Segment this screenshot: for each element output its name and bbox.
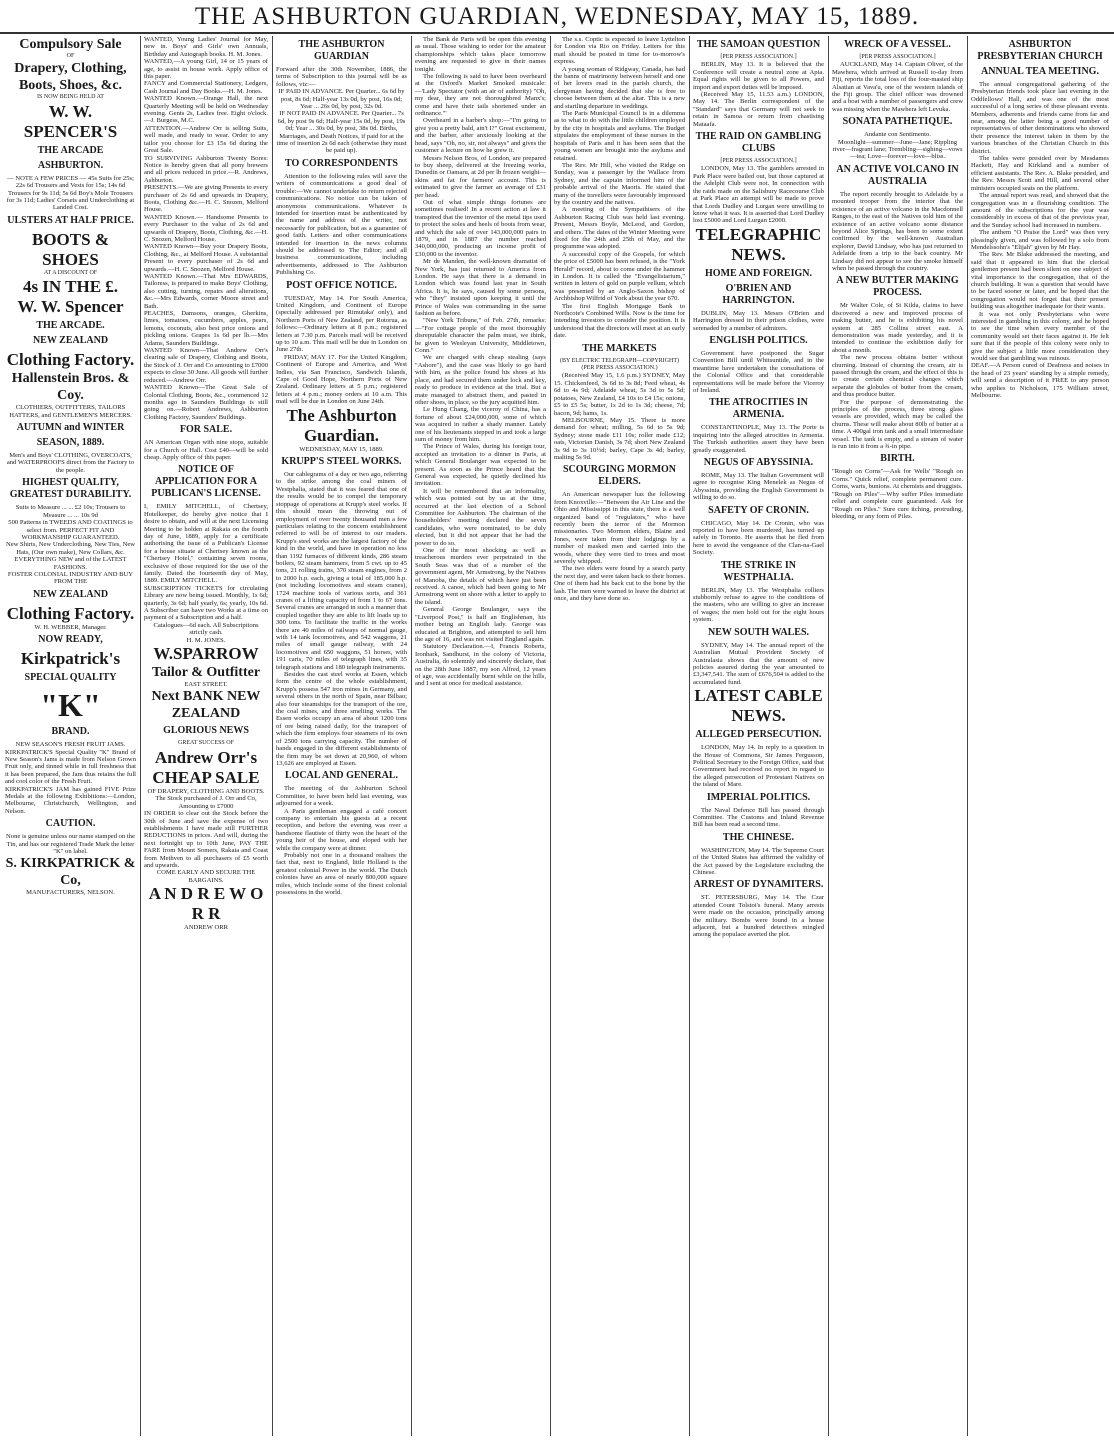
section-heading: THE MARKETS: [582, 342, 657, 354]
text-block: FRIDAY, MAY 17. For the United Kingdom, Continent of Europe and America, and West Indies, via San Francisco, Sandwich Islands, Cape of Good Hope, Northern Ports of New Zealand. Ordinary letters at 5 p.m.; registered letters at 4 p.m.; money orders at 10 a.m. This mail will be due in London on June 24th.: [276, 353, 407, 406]
text-block: Besides the cast steel works at Essen, which form the centre of the whole establishment, Krupp's possess 547 iron mines in Germany, and several others in the north of Spain, near Bilbao; also four steamships for the transport of the ore, the coal mines, and three smelting works. The Essen works occupy an area of about 1200 tons of ore being raised daily, for the transport of which the firm employs four steamers of its own of 2500 tons carrying capacity. The number of hands engaged in the different establishments of the firm may be set down at 20,960, of whom 13,626 are employed at Essen.: [276, 671, 407, 767]
text-block: IF NOT PAID IN ADVANCE. Per Quarter... 7s 6d, by post 9s 6d; Half-year 15s 0d, by post, 19s 0d; Year ... 30s 0d, by post, 38s 0d. Births, Marriages, and Death Notices, if paid for at the time of insertion 2s 6d each (otherwise they must be paid up).: [276, 110, 407, 155]
text-block: WEDNESDAY, MAY 15, 1889.: [299, 445, 384, 453]
text-block: The report recently brought to Adelaide by a mounted trooper from the interior that the existence of an active volcano in the Macdonnell Ranges, to the east of the Natives told him of the existence of an active volcano some distance beyond Alice Springs, has been to some extent confirmed by the well-known Australian explorer, David Lindsay, who has just returned to Adelaide from a trip to the back country. Mr Lindsay did not appear to see the smoke himself when he passed through the country.: [832, 190, 963, 272]
text-block: The annual congregational gathering of the Presbyterian friends took place last evening in the Oddfellows' Hall, and was one of the most successful of a long series of these pleasant events. Members, adherents and friends came from far and near, among the latter being a good number of representatives of other denominations who showed their presence the interest taken in them by the various branches of the Christian Church in this district.: [971, 81, 1109, 155]
text-block: We are charged with cheap stealing (says "Ashore"), and the case was likely to go hard with him, as the police found his shoes at his place, and had secured them under lock and key, ready to produce in evidence at the trial. But a mate managed to abstract them, and pasted in other shoes, in place, so the jury acquitted him.: [415, 354, 546, 406]
section-heading: "K": [40, 687, 101, 724]
section-heading: Clothing Factory.: [6, 350, 135, 370]
section-heading: NEW SOUTH WALES.: [707, 626, 810, 638]
text-block: H. M. JONES.: [186, 636, 226, 644]
column-8-presbyterian-church: [968, 36, 1112, 1436]
text-block: EAST STREET.: [184, 681, 228, 689]
section-heading: ENGLISH POLITICS.: [709, 334, 808, 346]
text-block: [PER PRESS ASSOCIATION.]: [720, 54, 797, 60]
section-heading: Next BANK NEW ZEALAND: [151, 689, 261, 722]
text-block: WANTED Known.— Handsome Presents to every Purchaser to the value of 2s 6d and upwards of Drapery, Boots, Clothing, &c.—H. C. Snozen, Melford House.: [144, 213, 268, 243]
text-block: "Rough on Piles"—Why suffer Piles immediate relief and complete cure guaranteed. Ask for "Rough on Piles." Sure cure itching, protruding, bleeding, or any form of Piles.: [832, 490, 963, 520]
text-block: An American newspaper has the following from Knoxville:—"Between the Air Line and the Ohio and Mississippi in this state, there is a well organized band of "regulators," who have recently been the terror of the Mormon missionaries. Two Mormon elders, Blaine and Jones, were taken from their lodgings by a number of masked men and carried into the woods, where they were tied to trees and most severely whipped.: [554, 491, 685, 565]
text-block: AUCKLAND, May 14. Captain Oliver, of the Mawhera, which arrived at Russell to-day from Fiji, reports the total loss of the four-masted ship Alsatian at Vava'u, one of the western islands of the Fiji group. The chief officer was drowned and a boat with a number of passengers and crew was missing when the Mawhera left Levuka.: [832, 61, 963, 113]
text-block: OF DRAPERY, CLOTHING AND BOOTS.: [147, 787, 265, 795]
section-heading: NOTICE OF APPLICATION FOR A PUBLICAN'S LICENSE.: [151, 464, 261, 500]
section-heading: ARREST OF DYNAMITERS.: [693, 879, 824, 891]
text-block: SYDNEY, May 14. The annual report of the Australian Mutual Provident Society of Australasia shows that the amount of new policies assured during the year amounted to £3,347,541. The sum of £676,504 is added to the accumulated fund.: [693, 641, 824, 686]
text-block: The anthem "O Praise the Lord" was then very pleasingly given, and was followed by a solo from Mendelssohn's "Elijah" given by Mr Hay.: [971, 229, 1109, 251]
text-block: Attention to the following rules will save the writers of communications a good deal of trouble:—We cannot undertake to return rejected communications. No notice can be taken of anonymous communications. Whatever is intended for insertion must be authenticated by the name and address of the writer, not necessarily for publication, but as a guarantee of good faith. Letters and other communications intended for insertion in the news columns should be addressed to The Editor; and all business communications, including advertisements, addressed to The Ashburton Publishing Co.: [276, 172, 407, 277]
section-heading: Boots, Shoes, &c.: [18, 78, 123, 94]
text-block: EVERYTHING NEW and of the LATEST FASHIONS.: [14, 556, 127, 571]
text-block: COME EARLY AND SECURE THE BARGAINS.: [156, 869, 256, 884]
text-block: The Stock purchased of J. Orr and Co, Amounting to £7000: [155, 795, 257, 810]
section-heading: ANNUAL TEA MEETING.: [981, 66, 1099, 77]
section-heading: THE CHINESE.: [722, 831, 795, 843]
text-block: DEAF.—A Person cured of Deafness and noises in the head of 23 years' standing by a simple remedy, will send a description of it FREE to any person who applies to Nicholson, 175 William street, Melbourne.: [971, 362, 1109, 400]
text-block: Le Hung Chang, the viceroy of China, has a fortune of about £24,000,000, some of which was acquired in rather a shady manner. Lately one of his lieutenants stepped in and took a large sum of money from him.: [415, 406, 546, 443]
text-block: (Received May 15, 11.53 a.m.) LONDON, May 14. The Berlin correspondent of the "Standard" says that Germany will not seek to retain in Samoa or return from chastising Mataafa.: [693, 91, 824, 128]
text-block: WANTED Known—The Great Sale of Colonial Clothing, Boots, &c., commenced 12 months ago in Saunders Buildings is still going on.—Robert Andrews, Ashburton Clothing Factory, Saunders' Buildings.: [144, 384, 268, 421]
section-heading: Andrew Orr's: [154, 747, 258, 767]
text-block: Catalogues—6d each. All Subscriptions strictly cash.: [153, 621, 259, 637]
text-block: Statutory Declaration.—I, Francis Roberts, Ironbark, Sandhurst, in the colony of Victoria, Australia, do solemnly and sincerely declare, that on the 28th June 1887, my son Alfred, 12 years of age, was accidentally burnt while on the hills, and I sent at once for medical assistance.: [415, 643, 546, 688]
column-3-editorial: [273, 36, 410, 1436]
section-heading: The Ashburton Guardian.: [286, 405, 397, 445]
text-block: It was not only Presbyterians who were interested in gambling in this colony, and he hoped to see the time when every member of the community would set their faces against it. He felt sure that if the people of this colony were only to give the subject a little more consideration they would see that gambling was ruinous.: [971, 310, 1109, 363]
text-block: The Rev. Mr Hill, who visited the Ridge on Sunday, was a passenger by the Wallace from Sydney, and the captain informed him of the probable arrival of the Maoris. He stated that many of the travellers were favourably impressed by the country and the natives.: [554, 161, 685, 206]
text-block: [PER PRESS ASSOCIATION.]: [859, 54, 936, 60]
section-heading: BOOTS & SHOES: [32, 229, 109, 269]
text-block: AT A DISCOUNT OF: [43, 269, 98, 276]
section-heading: ULSTERS AT HALF PRICE.: [7, 214, 134, 226]
section-heading: AN ACTIVE VOLCANO IN AUSTRALIA: [836, 163, 959, 187]
text-block: The Paris Municipal Council is in a dilemma as to what to do with the little children employed by the city in hospitals and asylums. The Budget stipulates the employment of these nurses in the hospitals of Paris and it has been seen that the young women are brought into the asylums and retained.: [554, 110, 685, 162]
text-block: DUBLIN, May 13. Messrs O'Brien and Harrington dressed in their prison clothes, were serenaded by a number of admirers.: [693, 309, 824, 332]
text-block: The two elders were found by a search party the next day, and were taken back to their homes. One of them had his back cut to the bone by the lash. The men were warned to leave the district at once, and they have done so.: [554, 565, 685, 603]
text-block: IN ORDER to clear out the Stock before the 30th of June and save the expense of two establishments I have made still FURTHER REDUCTIONS in prices. And will, during the next fortnight up to 10th June, PAY THE FARE from Mount Somers, Rakaia and Coast from Methven to all purchasers of £5 worth and upwards.: [144, 810, 268, 869]
text-block: A meeting of the Sympathisers of the Ashburton Racing Club was held last evening. Present, Messrs Boyle, McLeod, and Gordon, and others. The dates of the Winter Meeting were fixed for the 24th and 25th of May, and the programme was adopted.: [554, 206, 685, 251]
text-block: TUESDAY, May 14. For South America, United Kingdom, and Continent of Europe (specially addressed per Rimutaka' only), and Northern Ports of New Zealand, per Rotorua, as follows:—Ordinary letters at 8 p.m.; registered letters at 7.30 p.m. Parcels mail will be received up to 10 a.m. This mail will be due in London on June 27th.: [276, 294, 407, 354]
text-block: PEACHES, Damsons, oranges, Gherkins, limes, tomatoes, cucumbers, apples, pears, lemons, coconuts, also best price onions and pickling onions. Grapes 1s 6d per lb.—Mrs Adams, Saunders Buildings.: [144, 310, 268, 347]
text-block: One of the most shocking as well as treacherous murders ever perpetrated in the South Seas was that of a number of the government agent, Mr Armstrong, by the Natives of Manoba, the details of which have just been received. A canoe, which had been going to Mr Armstrong went on shore with a letter to apply to the island.: [415, 547, 546, 606]
text-block: NEW SEASON'S FRESH FRUIT JAMS.: [15, 741, 126, 749]
text-block: ATTENTION.—Andrew Orr is selling Suits, well made, and ready to wear. Order to any tailor you choose for £3 15s 6d during the Great Sale.: [144, 124, 268, 155]
text-block: AN American Organ with nine stops, suitable for a Church or Hall. Cost £40—will be sold cheap. Apply office of this paper.: [144, 439, 268, 461]
text-block: WASHINGTON, May 14. The Supreme Court of the United States has affirmed the validity of the Act passed by the Legislature excluding the Chinese.: [693, 846, 824, 876]
text-block: The meeting of the Ashburton School Committee, to have been held last evening, was adjourned for a week.: [276, 785, 407, 808]
text-block: The tables were presided over by Mesdames Hackett, Hay and Kirkland and a number of efficient assistants. The Rev. A. Blake presided, and the Rev. Messrs Scott and Hill, and several other ministers occupied seats on the platform.: [971, 155, 1109, 192]
text-block: Mr de Manden, the well-known dramatist of New York, has just returned to America from London. He says that there is a demand in London which was found last year in South Africa. It is, he says, caused by some persons, who "they" insisted upon keeping it until the Prince of Wales was commanding in the same fashion as before.: [415, 258, 546, 318]
section-heading: ASHBURTON.: [37, 159, 104, 171]
text-block: IS NOW BEING HELD AT: [37, 94, 104, 101]
text-block: Our cablegrams of a day or two ago, referring to the strike among the coal miners of Westphalia, stated that it was feared that one of the results would be to compel the temporary stoppage of operations at Krupp's steel works. If this should mean the throwing out of employment of over twenty thousand men a few particulars relating to the concern establishment referred to will be of interest to our readers. Krupp's steel works are the largest factory of the kind in the world, and have in operation no less than 1192 furnaces of different kinds, 286 steam boilers, 92 steam hammers, from 5 cwt. up to 45 tons, 21 rolling trains, 370 steam engines, from 2 to 2000 h.p. each, giving a total of 185,000 h.p. (not including locomotives and steam cranes), 1724 machine tools of various sorts, and 361 cranes of a lifting capacity of from 1 to 67 tons. Several cranes are arranged in such a manner that coupled together they are able to lift loads up to 300 tons. To facilitate the traffic in the works there are 40 miles of railways of normal gauge, with 14 tank locomotives, and 542 waggons, 21 miles of small gauge railway, with 24 locomotives and 650 waggons, 51 horses, with 191 carts, 70 miles of telegraph lines, with 35 telegraph stations and 180 telegraph instruments.: [276, 471, 407, 671]
section-heading: NEGUS OF ABYSSINIA.: [703, 457, 814, 468]
section-heading: O'BRIEN AND HARRINGTON.: [722, 282, 795, 306]
text-block: Overheard in a barber's shop:—"I'm going to give you a pretty bald, ain't I?" Great excitement, and the barber, after anxiously looking at the head, says "Oh, no, sir, not always" and gives the customer a lecture on how he grew it.: [415, 117, 546, 155]
section-heading: LOCAL AND GENERAL.: [284, 770, 399, 782]
text-block: The Prince of Wales, during his foreign tour, accepted an invitation to a dinner in Paris, at which General Boulanger was expected to be present. As soon as the Prince heard that the General was expected, he quietly declined his invitation.: [415, 443, 546, 488]
section-heading: Kirkpatrick's: [20, 649, 121, 669]
section-heading: Clothing Factory.: [6, 603, 135, 623]
text-block: None is genuine unless our name stamped on the Tin, and has our registered Trade Mark the letter "K" on label.: [6, 833, 135, 856]
text-block: WANTED Known.—Orange Hall, the next Quarterly Meeting will be held on Wednesday evening. Gents 2s, Ladies free. Eight o'clock.—J. Burgess, M.C.: [144, 95, 268, 125]
section-heading: CAUTION.: [45, 818, 96, 830]
section-heading: Drapery, Clothing,: [14, 61, 127, 77]
text-block: MELBOURNE, May 15. There is more demand for wheat; milling, 5s 6d to 5s 9d; Sydney; stone made £11 10s; roller made £12; oats, Victorian Danish, 3s 7d; short New Zealand 3s 9d to 3s 10½d; barley, Cape 3s 4d; barley, malting 5s 9d.: [554, 416, 685, 461]
section-heading: LATEST CABLE NEWS.: [694, 686, 823, 726]
text-block: WANTED Known.—That Mrs EDWARDS, Tailoress, is prepared to make Boys' Clothing, also cutting, turning, repairs and alterations, &c.—Mrs Edwards, corner Moore street and Bath.: [144, 273, 268, 310]
text-block: A Paris gentleman engaged a café concert company to entertain his guests at a recent reception, and before the evening was over a handsome flautiste of thirty won the heart of the young heir of the house, and eloped with her while the company were at dinner.: [276, 807, 407, 852]
text-block: W. H. WEBBER, Manager.: [34, 623, 107, 631]
section-heading: 4s IN THE £.: [22, 277, 119, 297]
text-block: FANCY and Commercial Stationery, Ledgers, Cash Journal and Day Books.—H. M. Jones.: [144, 80, 268, 95]
section-heading: HOME AND FOREIGN.: [705, 267, 812, 279]
section-heading: Compulsory Sale: [19, 37, 122, 52]
text-block: IF PAID IN ADVANCE. Per Quarter... 6s 6d by post, 8s 6d; Half-year 13s 0d, by post, 16s 0d; Year ... 26s 0d, by post, 32s 0d.: [278, 88, 405, 111]
text-block: ANDREW ORR: [183, 924, 229, 932]
section-heading: AUTUMN and WINTER: [16, 422, 125, 434]
section-heading: W. W. SPENCER'S: [23, 101, 118, 141]
text-block: "Rough on Corns"—Ask for Wells' "Rough on Corns." Quick relief, complete permanent cure. Corns, warts, bunions. At chemists and druggists.: [832, 468, 963, 491]
section-heading: THE ARCADE: [37, 144, 104, 156]
text-block: The s.s. Coptic is expected to leave Lyttelton for London via Rio on Friday. Letters for this mail should be posted in time for to-morrow's express.: [554, 36, 685, 66]
section-heading: NEW ZEALAND: [32, 335, 109, 347]
text-block: WANTED, Young Ladies' Journal for May, new in. Boys' and Girls' own Annuals, Birthday and Autograph books. H. M. Jones.: [144, 36, 268, 58]
text-block: [PER PRESS ASSOCIATION.]: [720, 158, 797, 165]
section-heading: W. W. Spencer: [17, 297, 124, 317]
text-block: I, EMILY MITCHELL, of Chertsey, Hotelkeeper, do hereby give notice that I desire to obtain, and will at the next Licensing Meeting to be holden at Rakaia on the fourth day of June, 1889, apply for a certificate authorising the issue of a Publican's License for a house situate at Chertsey known as the "Chertsey Hotel," containing seven rooms, exclusive of those required for the use of the family. Dated the fourteenth day of May, 1889. EMILY MITCHELL.: [144, 503, 268, 585]
section-heading: SEASON, 1889.: [36, 437, 105, 449]
text-block: Andante con Sentimento.: [864, 131, 931, 139]
text-block: Forward after the 30th November, 1886, the terms of Subscription to this journal will be as follows, viz:—: [276, 66, 407, 88]
text-block: Probably not one in a thousand realises the fact that, next to England, little Holland is the greatest colonial Power in the world. The Dutch colonies have an area of nearly 800,000 square miles, which include some of the finest colonial possessions in the world.: [276, 851, 407, 896]
text-block: BERLIN, May 13. It is believed that the Conference will create a neutral zone at Apia. Equal rights will be given to all Powers, and import and export duties will be imposed.: [693, 61, 824, 91]
column-6-telegraphic-news: [690, 36, 827, 1436]
section-heading: A NEW BUTTER MAKING PROCESS.: [836, 275, 959, 299]
text-block: WANTED Known—That Andrew Orr's clearing sale of Drapery, Clothing and Boots, the Stock of J. Orr and Co amounting to £7000 expects to close 30 June. All goods will further reduced.—Andrew Orr.: [144, 347, 268, 384]
text-block: ST. PETERSBURG, May 14. The Czar attended Count Tolstoi's funeral. Many arrests were made on the occasion, principally among the military. Bombs were found in a house adjacent, but a hundred detectives mingled among the populace averted the plot.: [693, 894, 824, 939]
text-block: Out of what simple things fortunes are sometimes realised! In a recent action at law it transpired that the inventor of the metal tips used to protect the soles and heels of boots from wear, and which the sale of over 143,000,000 pairs in 1879, and in 1887 the number reached 340,000,000, producing an income profit of £30,000 to the inventor.: [415, 198, 546, 258]
text-block: The Naval Defence Bill has passed through Committee. The Customs and Inland Revenue Bill has been read a second time.: [693, 806, 824, 829]
section-heading: HIGHEST QUALITY, GREATEST DURABILITY.: [9, 477, 132, 501]
section-heading: POST OFFICE NOTICE.: [286, 279, 397, 291]
section-heading: THE RAID ON GAMBLING CLUBS: [695, 131, 822, 155]
section-heading: THE ASHBURTON GUARDIAN: [298, 39, 385, 62]
text-block: — NOTE A FEW PRICES — 45s Suits for 25s; 22s 6d Trousers and Vests for 15s; 14s 6d Trousers for 9s 11d; 5s 6d Boy's Mole Trousers for 3s 11d; Ladies' Corsets and Underclothing at Landed Cost.: [6, 174, 135, 212]
text-block: WANTED Known—Buy your Drapery Boots, Clothing, &c., at Melford House. A substantial Present to every purchaser of 2s 6d and upwards.—H. C. Snozen, Melford House.: [144, 243, 268, 273]
text-block: WANTED,—A young Girl, 14 or 15 years of age, to assist in house work. Apply office of this paper.: [144, 58, 268, 81]
text-block: CLOTHIERS, OUTFITTERS, TAILORS HATTERS, and GENTLEMEN'S MERCERS.: [9, 404, 132, 419]
column-7-wreck-and-volcano: [829, 36, 966, 1436]
text-block: ROME, May 13. The Italian Government will agree to recognise King Menelek as Negus of Abyssinia, providing the English Government is willing to do so.: [693, 472, 824, 502]
section-heading: WRECK OF A VESSEL.: [844, 39, 951, 50]
text-block: The Bank de Paris will be open this evening as usual. Those wishing to order for the amateur championships which takes place tomorrow evening are requested to give in their names tonight.: [415, 36, 546, 73]
section-heading: THE ARCADE.: [36, 320, 105, 332]
section-heading: A N D R E W O R R: [148, 884, 264, 924]
section-heading: CHEAP SALE: [152, 767, 260, 787]
text-block: 500 Patterns in TWEEDS AND COATINGS to select from. PERFECT FIT AND WORKMANSHIP GUARANTEED.: [8, 519, 133, 541]
text-block: Moonlight—summer—June—Jane; Rippling river—fragrant lane; Trembling—sighing—vows—tea; Love—forever—love—bliss.: [832, 138, 963, 161]
text-block: CONSTANTINOPLE, May 13. The Porte is inquiring into the alleged atrocities in Armenia. The Turkish authorities assert they have been greatly exaggerated.: [693, 424, 824, 454]
section-heading: SCOURGING MORMON ELDERS.: [562, 464, 677, 488]
text-block: New Shirts, New Underclothing, New Ties, New Hats, (Our own make), New Collars, &c.: [5, 541, 136, 556]
section-heading: Hallenstein Bros. & Coy.: [11, 371, 130, 404]
section-heading: Tailor & Outfitter: [151, 665, 261, 681]
text-block: Men's and Boys' CLOTHING, OVERCOATS, and WATERPROOFS direct from the Factory to the people.: [6, 452, 135, 474]
column-1-advertisements: [2, 36, 139, 1436]
text-block: "New York Tribune," of Feb. 27th, remarks:—"For cottage people of the most thoroughly disreputable character the palm must, we think, be given to Wesleyan University, Middletown, Conn.": [415, 317, 546, 355]
section-heading: TO CORRESPONDENTS: [285, 157, 398, 169]
text-block: (Received May 15, 1.6 p.m.) SYDNEY, May 15. Chickenfeed, 3s 6d to 3s 8d; Feed wheat, 4s 6d to 4s 9d; Adelaide wheat, 5s 3d to 5s 5d; potatoes, New Zealand, £4 10s to £4 15s; onions, £5 to £5 5s; butter, 1s 2d to 1s 3d; cheese, 7d; bacon, 9d; hams, 1s.: [554, 372, 685, 417]
section-heading: ALLEGED PERSECUTION.: [695, 729, 822, 741]
section-heading: NOW READY,: [38, 634, 103, 646]
masthead: THE ASHBURTON GUARDIAN, WEDNESDAY, MAY 15, 1889.: [194, 3, 920, 30]
text-block: Suits to Measure ... ... £2 10s; Trousers to Measure ... ... 10s 9d: [15, 504, 126, 519]
masthead-rule: [0, 32, 1114, 34]
section-heading: ASHBURTON PRESBYTERIAN CHURCH: [977, 39, 1103, 62]
text-block: The following is said to have been overheard at the Oxford's Market Smoked musicale:—'Lady Spectator (with an air of authority) "Oh, my dear, they are not thoroughbred Manx's; come and have their tails shortened under an ordinance."': [415, 73, 546, 118]
section-heading: SPECIAL QUALITY: [24, 672, 117, 684]
column-5-markets: [551, 36, 688, 1436]
section-heading: NEW ZEALAND: [32, 588, 109, 600]
text-block: It will be remembered that an informality, which was pointed out by us at the time, occurred at the last election of a School Committee for Ashburton. The chairman of the householders' meeting declared the seven candidates, who were nominated, to be duly elected, but it did not appear that he had the power to do so.: [415, 487, 546, 547]
text-block: General George Boulanger, says the "Liverpool Post," is half an Englishman, his mother being an English lady. George was educated at Brighton, and attempted to sell him the age of 16, and was not visited England again.: [415, 606, 546, 643]
text-block: Messrs Nelson Bros, of London, are prepared to buy sheep, delivered at the freezing works, Dunedin or Oamaru, at 2d per lb frozen weight—skins and fat for farmers' account. This is estimated to give the farmer an average of £31 per head.: [415, 154, 546, 199]
column-4-general-news: [412, 36, 549, 1436]
section-heading: KRUPP'S STEEL WORKS.: [281, 456, 402, 468]
section-heading: BIRTH.: [880, 453, 915, 465]
text-block: The new process obtains butter without churning. Instead of churning the cream, air is passed through the cream, and the effect of this is to create certain chemical changes which separate the globules of butter from the cream, and thus produce butter.: [832, 354, 963, 399]
section-heading: IMPERIAL POLITICS.: [706, 791, 811, 803]
text-block: The annual report was read, and showed that the congregation was in a flourishing condition. The amount of the subscriptions for the year was considerably in excess of that of the previous year, and the Sunday school had increased in numbers.: [971, 192, 1109, 229]
text-block: The Rev. Mr Blake addressed the meeting, and said that it appeared to him that the clerical gentlemen present had been silent on one subject of vital importance to the congregation, that of the church building. It was a question that would have to be faced sooner or later, and he hoped that the congregation would not forget that their present building was altogether inadequate for their wants.: [971, 251, 1109, 311]
section-heading: GLORIOUS NEWS: [163, 725, 249, 737]
section-heading: W.SPARROW: [153, 644, 259, 664]
section-heading: TELEGRAPHIC NEWS.: [695, 224, 822, 264]
text-block: BERLIN, May 13. The Westphalia colliers stubbornly refuse to agree to the conditions of the masters, who are willing to give an increase of wages; the men hold out for the eight hours system.: [693, 586, 824, 624]
text-block: LONDON, May 14. In reply to a question in the House of Commons, Sir James Fergusson, Political Secretary to the Foreign Office, said that Government had received no report in regard to the alleged persecution of Protestant Natives on the island of Mare.: [693, 744, 824, 789]
text-block: OF: [66, 53, 75, 59]
section-heading: FOR SALE.: [179, 424, 233, 436]
text-block: SUBSCRIPTION TICKETS for circulating Library are now being issued. Monthly, 1s 6d; quarterly, 3s 6d; half yearly, 6s; yearly, 10s 6d. A Subscriber can have two Works at a time on payment of a Subscription and a half.: [144, 584, 268, 622]
text-block: MANUFACTURERS, NELSON.: [26, 889, 115, 897]
text-block: GREAT SUCCESS OF: [178, 740, 234, 747]
text-block: LONDON, May 13. The gamblers arrested in Park Place were bailed out, but those captured at the Adelphi Club were not. In connection with the raids made on the Salisbury Racecourse Club at Park Place an attempt will be made to prove that Lords Dudley and Lurgan were unwilling to know what it was. It is asserted that Lord Dudley lost £5000 and Lord Lurgan £2000.: [693, 165, 824, 225]
text-block: The first English Mortgage Bank to Northcote's Combined Wills. Now is the time for intending investors to consider the position. It is understood that the directors will meet at an early date.: [554, 302, 685, 340]
text-block: Government have postponed the Sugar Convention Bill until Whitsuntide, and in the meantime have undertaken the consultations of the Colonial Office and that considerable representations will be made before the Viceroy of Ireland.: [693, 349, 824, 394]
section-heading: THE STRIKE IN WESTPHALIA.: [720, 559, 797, 583]
section-heading: SONATA PATHETIQUE.: [842, 116, 953, 128]
text-block: A successful copy of the Gospels, for which the price of £5000 has been refused, is the "York Herald" record, about to come under the hammer in London. It is called the "Evangelistarium," written in letters of gold on purple vellum, which was presented by an Anglo-Saxon bishop of Archbishop Wilfrid of York about the year 670.: [554, 250, 685, 303]
section-heading: BRAND.: [51, 726, 90, 738]
section-heading: THE ATROCITIES IN ARMENIA.: [709, 397, 808, 421]
text-block: (BY ELECTRIC TELEGRAPH—COPYRIGHT) (PER PRESS ASSOCIATION.): [560, 357, 679, 372]
text-block: PRESENTS.—We are giving Presents to every purchaser of 2s 6d and upwards in Drapery, Boots, Clothing &c.—H. C. Snozen, Melford House.: [144, 184, 268, 214]
section-heading: SAFETY OF CRONIN.: [708, 504, 809, 516]
text-block: KIRKPATRICK'S Special Quality "K" Brand of New Season's Jams is made from Nelson Grown Fruit only, and tinned while in full freshness that it has been prepared, the Jam thus retains the full and cool color of the Fresh Fruit.: [5, 748, 136, 786]
text-block: A young woman of Ridgway, Canada, has had the banns of matrimony between herself and one of her lovers read in the parish church, the clergyman having decided that she is free to choose between them at the altar. This is a new and startling departure in weddings.: [554, 65, 685, 110]
text-block: Mr Walter Cole, of St Kilda, claims to have discovered a new and improved process of making butter, and he is exhibiting his novel system at 285 Collins street east. A demonstration was made yesterday, and it is intended to continue the exhibition daily for about a month.: [832, 302, 963, 354]
text-block: CHICAGO, May 14. Dr Cronin, who was reported to have been murdered, has turned up safely in Toronto. He asserts that he fled from here to avoid the vengeance of the Clan-na-Gael Society.: [693, 519, 824, 557]
text-block: TO SURVIVING Ashburton Twenty Bores: Notice is hereby given that all pony brewers and all prices reduced in price.—R. Andrews, Ashburton.: [144, 154, 268, 184]
text-block: FOSTER COLONIAL INDUSTRY AND BUY FROM THE: [7, 570, 134, 586]
column-2-classified: [141, 36, 271, 1436]
section-heading: THE SAMOAN QUESTION: [696, 39, 821, 50]
text-block: For the purpose of demonstrating the principles of the process, three strong glass vessels are provided, which may be called the churns. These will make about 80lb of butter at a time. A 400gal iron tank and a small intermediate vessel. The tank is empty, and a stream of water is run into it from a ¾-in pipe.: [832, 398, 963, 451]
text-block: KIRKPATRICK'S JAM has gained FIVE Prize Medals at the following Exhibitions:—London, Melbourne, Christchurch, Wellington, and Nelson.: [5, 785, 136, 815]
section-heading: S. KIRKPATRICK & Co,: [5, 856, 136, 889]
